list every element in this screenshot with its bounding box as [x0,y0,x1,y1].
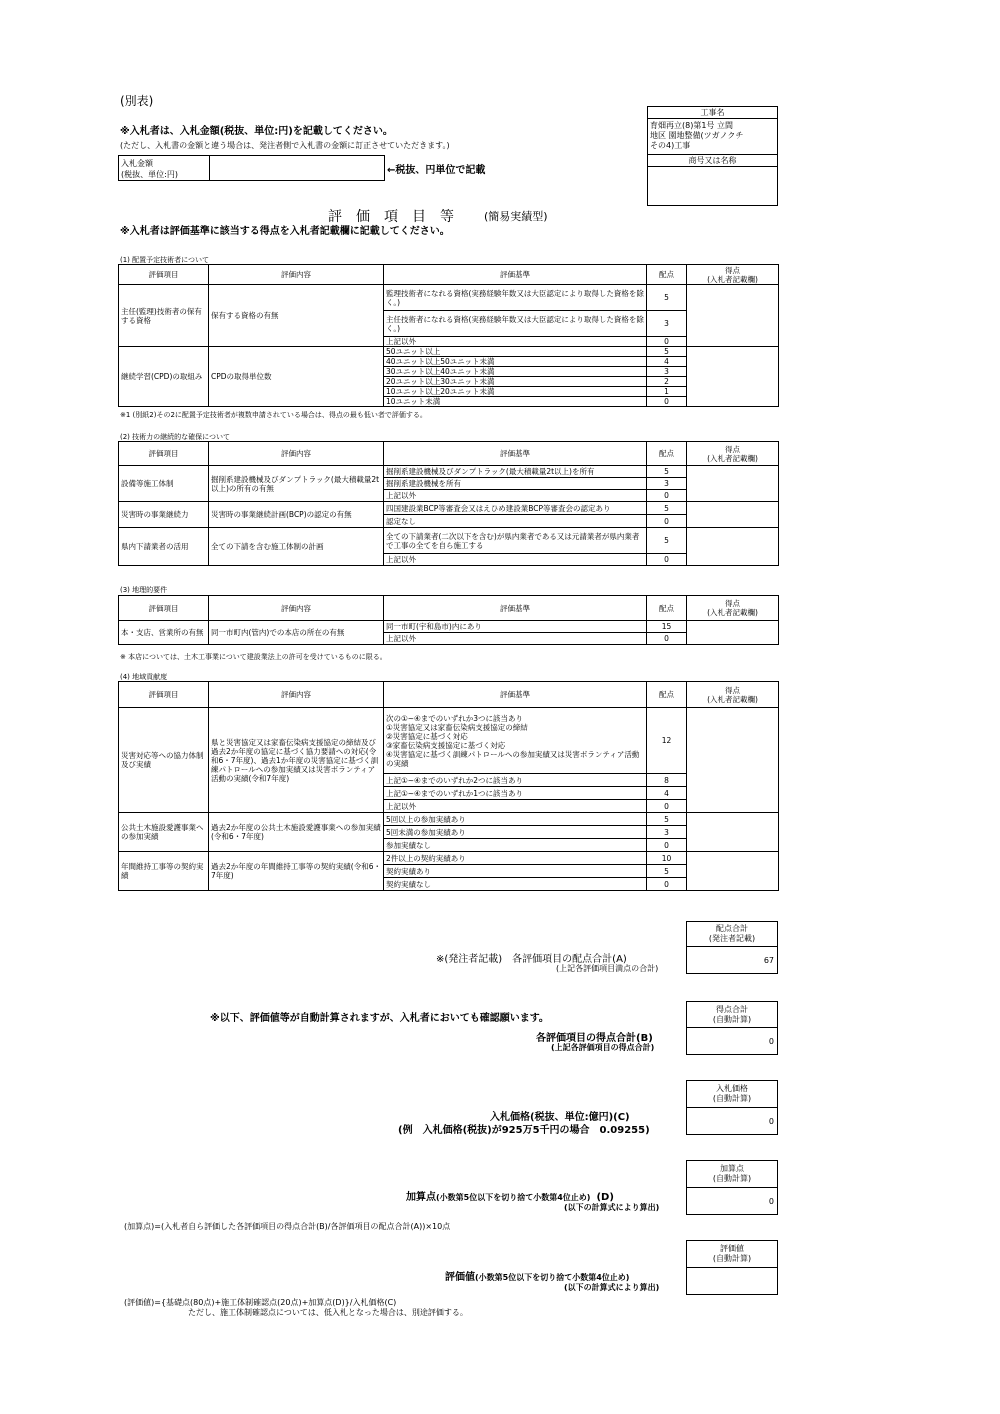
auto-calc-note: ※以下、評価値等が自動計算されますが、入札者においても確認願います。 [210,1013,549,1024]
s4-r2-item: 公共土木施設愛護事業への参加実績 [119,813,209,852]
total-b-sub: (上記各評価項目の得点合計) [551,1043,655,1052]
s2-r2-criteria-2: 認定なし [384,515,647,528]
s1-r1-criteria-1: 監理技術者になれる資格(実務経験年数又は大臣認定により取得した資格を除く。) [384,285,647,311]
s4-r1-item: 災害対応等への協力体制及び実績 [119,708,209,813]
eval-value-formula-note: ただし、施工体制確認点については、低入札となった場合は、別途評価する。 [188,1308,468,1317]
s4-r3-content: 過去2か年度の年間維持工事等の契約実績(令和6・7年度) [209,852,384,891]
bid-amount-label: 入札金額 [121,159,153,168]
col-header-score: 得点 (入札者記載欄) [687,442,779,466]
col-header-score: 得点 (入札者記載欄) [687,682,779,708]
s4-r1-criteria-4: 上記以外 [384,800,647,813]
col-header-item: 評価項目 [119,265,209,285]
col-header-item: 評価項目 [119,682,209,708]
s4-r2-criteria-1: 5回以上の参加実績あり [384,813,647,826]
s1-r2-criteria-5: 10ユニット以上20ユニット未満 [384,387,647,397]
bid-price-example: (例 入札価格(税抜)が925万5千円の場合 0.09255) [398,1125,650,1136]
s1-r2-points-4: 2 [647,377,687,387]
s4-r2-criteria-3: 参加実績なし [384,839,647,852]
project-title-label: 工事名 [648,107,777,119]
s1-r1-criteria-2: 主任技術者になれる資格(実務経験年数又は大臣認定により取得した資格を除く。) [384,311,647,337]
total-a-sub: (上記各評価項目満点の合計) [556,964,659,973]
s1-r2-criteria-4: 20ユニット以上30ユニット未満 [384,377,647,387]
eval-title-type: (簡易実績型) [484,210,548,223]
bid-amount-label-box [118,155,210,181]
col-header-criteria: 評価基準 [384,596,647,621]
col-header-score: 得点 (入札者記載欄) [687,596,779,621]
col-header-criteria: 評価基準 [384,265,647,285]
s4-r1-points-1: 12 [647,708,687,774]
bid-notice: ※入札者は、入札金額(税抜、単位:円)を記載してください。 [120,126,393,137]
s4-r3-criteria-3: 契約実績なし [384,878,647,891]
total-a-label: ※(発注者記載) 各評価項目の配点合計(A) [436,954,627,965]
total-a-value: 67 [686,946,778,974]
total-a-header: 配点合計 (発注者記載) [686,921,778,947]
s2-r1-points-1: 5 [647,466,687,478]
s1-r2-criteria-1: 50ユニット以上 [384,347,647,357]
s1-r1-points-1: 5 [647,285,687,311]
s4-r1-criteria-3: 上記①~④までのいずれか1つに該当あり [384,787,647,800]
bonus-points-formula: (加算点)=(入札者自ら評価した各評価項目の得点合計(B)/各評価項目の配点合計(A))×10点 [124,1222,451,1231]
bonus-points-header: 加算点 (自動計算) [686,1160,778,1188]
section3-note: ※ 本店については、土木工事業について建設業法上の許可を受けているものに限る。 [120,653,387,661]
s2-r3-criteria-1: 全ての下請業者(二次以下を含む)が県内業者である又は元請業者が県内業者で工事の全てを自ら施工する [384,528,647,554]
s4-r2-criteria-2: 5回未満の参加実績あり [384,826,647,839]
s2-r3-content: 全ての下請を含む施工体制の計画 [209,528,384,566]
s1-r1-content: 保有する資格の有無 [209,285,384,347]
s3-r1-item: 本・支店、営業所の有無 [119,621,209,645]
s4-r2-points-1: 5 [647,813,687,826]
bid-price-header: 入札価格 (自動計算) [686,1080,778,1108]
s1-r1-criteria-3: 上記以外 [384,337,647,347]
section2-table [118,441,779,566]
total-b-value: 0 [686,1027,778,1055]
s1-r2-points-5: 1 [647,387,687,397]
section4-table [118,681,779,891]
eval-title: 評 価 項 目 等 [328,209,454,225]
s4-r1-content: 県と災害協定又は家畜伝染病支援協定の締結及び過去2か年度の協定に基づく協力要請への対応(令和6・7年度)、過去1か年度の災害協定に基づく訓練パトロールへの参加実績又は災害ボランティア活動の実績(令和7年度) [209,708,384,813]
total-b-label: 各評価項目の得点合計(B) [536,1033,653,1044]
section3-title: (3) 地理的要件 [120,586,168,594]
s2-r1-item: 設備等施工体制 [119,466,209,502]
bid-amount-unit: (税抜、単位:円) [121,170,178,179]
col-header-criteria: 評価基準 [384,682,647,708]
eval-value-value [686,1267,778,1295]
s2-r1-criteria-3: 上記以外 [384,490,647,502]
s1-r2-points-3: 3 [647,367,687,377]
section4-title: (4) 地域貢献度 [120,673,168,681]
col-header-score: 得点 (入札者記載欄) [687,265,779,285]
eval-value-label: 評価値(小数第5位以下を切り捨て小数第4位止め) [445,1272,630,1283]
section3-table [118,595,779,645]
col-header-item: 評価項目 [119,442,209,466]
s4-r1-points-2: 8 [647,774,687,787]
appendix-label: (別表) [120,94,154,108]
col-header-points: 配点 [647,596,687,621]
s2-r1-points-2: 3 [647,478,687,490]
s4-r3-item: 年間維持工事等の契約実績 [119,852,209,891]
s4-r2-points-3: 0 [647,839,687,852]
s1-r2-criteria-6: 10ユニット未満 [384,397,647,407]
s4-r1-points-3: 4 [647,787,687,800]
s2-r3-points-1: 5 [647,528,687,554]
s2-r2-score[interactable] [687,502,779,528]
s2-r2-criteria-1: 四国建設業BCP等審査会又はえひめ建設業BCP等審査会の認定あり [384,502,647,515]
col-header-content: 評価内容 [209,682,384,708]
eval-value-formula: (評価値)={基礎点(80点)+施工体制確認点(20点)+加算点(D)}/入札価格(C) [124,1298,397,1307]
s1-r2-points-1: 5 [647,347,687,357]
s4-r1-criteria-1: 次の①~④までのいずれか3つに該当あり ①災害協定又は家畜伝染病支援協定の締結 ②災害協定に基づく対応 ③家畜伝染病支援協定に基づく対応 ④災害協定に基づく訓練パトロールへの参加実績又は災害ボランティア活動の実績 [384,708,647,774]
s1-r2-points-2: 4 [647,357,687,367]
s3-r1-points-2: 0 [647,633,687,645]
s2-r2-content: 災害時の事業継続計画(BCP)の認定の有無 [209,502,384,528]
company-label: 商号又は名称 [648,154,777,167]
project-title-line1: 育畑再立(8)第1号 立間 [650,121,733,130]
s3-r1-points-1: 15 [647,621,687,633]
eval-value-sub: (以下の計算式により算出) [564,1283,660,1292]
section1-title: (1) 配置予定技術者について [120,256,210,264]
section1-note: ※1 (別紙2)その2に配置予定技術者が複数申請されている場合は、得点の最も低い者で評価する。 [120,411,427,419]
s1-r1-item: 主任(監理)技術者の保有する資格 [119,285,209,347]
bonus-points-label: 加算点(小数第5位以下を切り捨て小数第4位止め) (D) [406,1192,614,1203]
col-header-points: 配点 [647,682,687,708]
s1-r2-points-6: 0 [647,397,687,407]
s4-r3-criteria-1: 2件以上の契約実績あり [384,852,647,865]
project-box [647,106,778,206]
s2-r3-item: 県内下請業者の活用 [119,528,209,566]
eval-value-header: 評価値 (自動計算) [686,1240,778,1268]
section1-table [118,264,779,407]
s4-r2-points-2: 3 [647,826,687,839]
s4-r3-points-1: 10 [647,852,687,865]
s4-r2-content: 過去2か年度の公共土木施設愛護事業への参加実績(令和6・7年度) [209,813,384,852]
eval-instruction: ※入札者は評価基準に該当する得点を入札者記載欄に記載してください。 [120,226,450,237]
s4-r2-score[interactable] [687,813,779,852]
col-header-content: 評価内容 [209,596,384,621]
s2-r3-score[interactable] [687,528,779,566]
s2-r2-points-1: 5 [647,502,687,515]
company-field[interactable] [648,167,777,205]
bid-notice-sub: (ただし、入札書の金額と違う場合は、発注者側で入札書の金額に訂正させていただきます。) [120,141,450,150]
col-header-item: 評価項目 [119,596,209,621]
s3-r1-score[interactable] [687,621,779,645]
total-b-header: 得点合計 (自動計算) [686,1001,778,1028]
col-header-points: 配点 [647,265,687,285]
s2-r1-content: 掘削系建設機械及びダンプトラック(最大積載量2t以上)の所有の有無 [209,466,384,502]
s4-r1-score[interactable] [687,708,779,813]
bid-price-label: 入札価格(税抜、単位:億円)(C) [490,1112,630,1123]
col-header-content: 評価内容 [209,442,384,466]
s4-r1-criteria-2: 上記①~④までのいずれか2つに該当あり [384,774,647,787]
s1-r2-criteria-3: 30ユニット以上40ユニット未満 [384,367,647,377]
project-title-line2: 地区 園地整備(ツガノクチ [650,131,744,140]
s1-r2-item: 継続学習(CPD)の取組み [119,347,209,407]
s2-r1-points-3: 0 [647,490,687,502]
s3-r1-criteria-1: 同一市町(宇和島市)内にあり [384,621,647,633]
s4-r3-score[interactable] [687,852,779,891]
col-header-criteria: 評価基準 [384,442,647,466]
s1-r2-criteria-2: 40ユニット以上50ユニット未満 [384,357,647,367]
s1-r1-points-3: 0 [647,337,687,347]
s2-r2-points-2: 0 [647,515,687,528]
s4-r3-points-3: 0 [647,878,687,891]
s2-r3-criteria-2: 上記以外 [384,554,647,566]
s1-r2-score[interactable] [687,347,779,407]
s3-r1-criteria-2: 上記以外 [384,633,647,645]
bid-price-value: 0 [686,1107,778,1135]
bid-amount-hint: ←税抜、円単位で記載 [387,165,486,176]
s1-r2-content: CPDの取得単位数 [209,347,384,407]
s2-r1-score[interactable] [687,466,779,502]
s1-r1-score[interactable] [687,285,779,347]
s3-r1-content: 同一市町内(管内)での本店の所在の有無 [209,621,384,645]
section2-title: (2) 技術力の継続的な確保について [120,433,231,441]
col-header-points: 配点 [647,442,687,466]
project-title-line3: その4)工事 [650,141,691,150]
s1-r1-points-2: 3 [647,311,687,337]
col-header-content: 評価内容 [209,265,384,285]
s4-r1-points-4: 0 [647,800,687,813]
bid-amount-field[interactable] [209,155,385,181]
bonus-points-value: 0 [686,1187,778,1215]
s2-r3-points-2: 0 [647,554,687,566]
s4-r3-points-2: 5 [647,865,687,878]
s2-r2-item: 災害時の事業継続力 [119,502,209,528]
s2-r1-criteria-1: 掘削系建設機械及びダンプトラック(最大積載量2t以上)を所有 [384,466,647,478]
s4-r3-criteria-2: 契約実績あり [384,865,647,878]
bonus-points-sub: (以下の計算式により算出) [564,1203,660,1212]
s2-r1-criteria-2: 掘削系建設機械を所有 [384,478,647,490]
